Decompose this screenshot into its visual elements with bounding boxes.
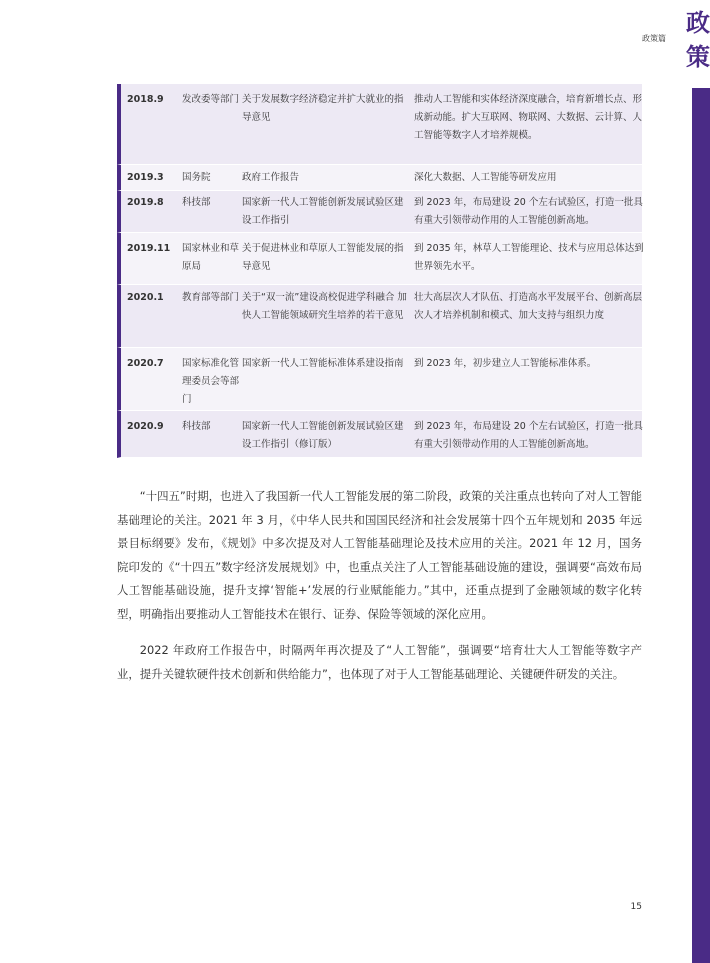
table-row (117, 348, 642, 411)
year-cell: 2019.8 (127, 197, 164, 208)
content-cell: 推动人工智能和实体经济深度融合，培育新增长点、形成新动能。扩大互联网、物联网、大数据、云计算、人工智能等数字人才培养规模。 (414, 94, 643, 141)
dept-cell: 国家标准化管理委员会等部门 (182, 358, 240, 405)
document-cell: 关于发展数字经济稳定并扩大就业的指导意见 (242, 94, 404, 123)
dept-cell: 教育部等部门 (182, 292, 240, 303)
table-row (117, 165, 642, 191)
table-row (117, 191, 642, 233)
side-tab-bar (692, 88, 710, 963)
dept-cell: 科技部 (182, 421, 211, 432)
year-cell: 2020.7 (127, 358, 164, 369)
year-cell: 2020.1 (127, 292, 164, 303)
policy-table (117, 84, 642, 458)
body-paragraph: “十四五”时期，也进入了我国新一代人工智能发展的第二阶段，政策的关注重点也转向了对人工智能基础理论的关注。2021 年 3 月，《中华人民共和国国民经济和社会发展第十四个五年规划和 2035 年远景目标纲要》发布，《规划》中多次提及对人工智能基础理论及技术应用的关注。2021 年 12 月，国务院印发的《“十四五”数字经济发展规划》中，也重点关注了人工智能基础设施的建设，强调要“高效布局人工智能基础设施，提升支撑‘智能+’发展的行业赋能能力。”其中，还重点提到了金融领域的数字化转型，明确指出要推动人工智能技术在银行、证券、保险等领域的深化应用。 (117, 489, 642, 621)
table-row (117, 285, 642, 348)
body-paragraph: 2022 年政府工作报告中，时隔两年再次提及了“人工智能”，强调要“培育壮大人工智能等数字产业，提升关键软硬件技术创新和供给能力”，也体现了对于人工智能基础理论、关键硬件研发的关注。 (117, 643, 642, 681)
document-cell: 关于“双一流”建设高校促进学科融合 加快人工智能领域研究生培养的若干意见 (242, 292, 407, 321)
document-cell: 关于促进林业和草原人工智能发展的指导意见 (242, 243, 404, 272)
table-row (117, 233, 642, 285)
page-number: 15 (630, 902, 642, 912)
content-cell: 深化大数据、人工智能等研发应用 (414, 172, 557, 183)
document-cell: 国家新一代人工智能创新发展试验区建设工作指引 (242, 197, 404, 226)
year-cell: 2019.3 (127, 172, 164, 183)
dept-cell: 发改委等部门 (182, 94, 240, 105)
page-header: 政策篇 (642, 34, 666, 43)
content-cell: 到 2023 年，布局建设 20 个左右试验区，打造一批具有重大引领带动作用的人工智能创新高地。 (414, 197, 643, 226)
year-cell: 2018.9 (127, 94, 164, 105)
section-side-tab (686, 0, 710, 963)
dept-cell: 国家林业和草原局 (182, 243, 240, 272)
year-cell: 2020.9 (127, 421, 164, 432)
content-cell: 壮大高层次人才队伍、打造高水平发展平台、创新高层次人才培养机制和模式、加大支持与组织力度 (414, 292, 643, 321)
year-cell: 2019.11 (127, 243, 171, 254)
document-cell: 政府工作报告 (242, 172, 300, 183)
content-cell: 到 2023 年，布局建设 20 个左右试验区，打造一批具有重大引领带动作用的人工智能创新高地。 (414, 421, 643, 450)
document-cell: 国家新一代人工智能标准体系建设指南 (242, 358, 404, 369)
content-cell: 到 2035 年，林草人工智能理论、技术与应用总体达到世界领先水平。 (414, 243, 644, 272)
dept-cell: 科技部 (182, 197, 211, 208)
document-cell: 国家新一代人工智能创新发展试验区建设工作指引（修订版） (242, 421, 404, 450)
table-row (117, 84, 642, 165)
dept-cell: 国务院 (182, 172, 211, 183)
table-row (117, 411, 642, 458)
content-cell: 到 2023 年，初步建立人工智能标准体系。 (414, 358, 597, 369)
side-tab-label: 政策 (686, 9, 710, 71)
